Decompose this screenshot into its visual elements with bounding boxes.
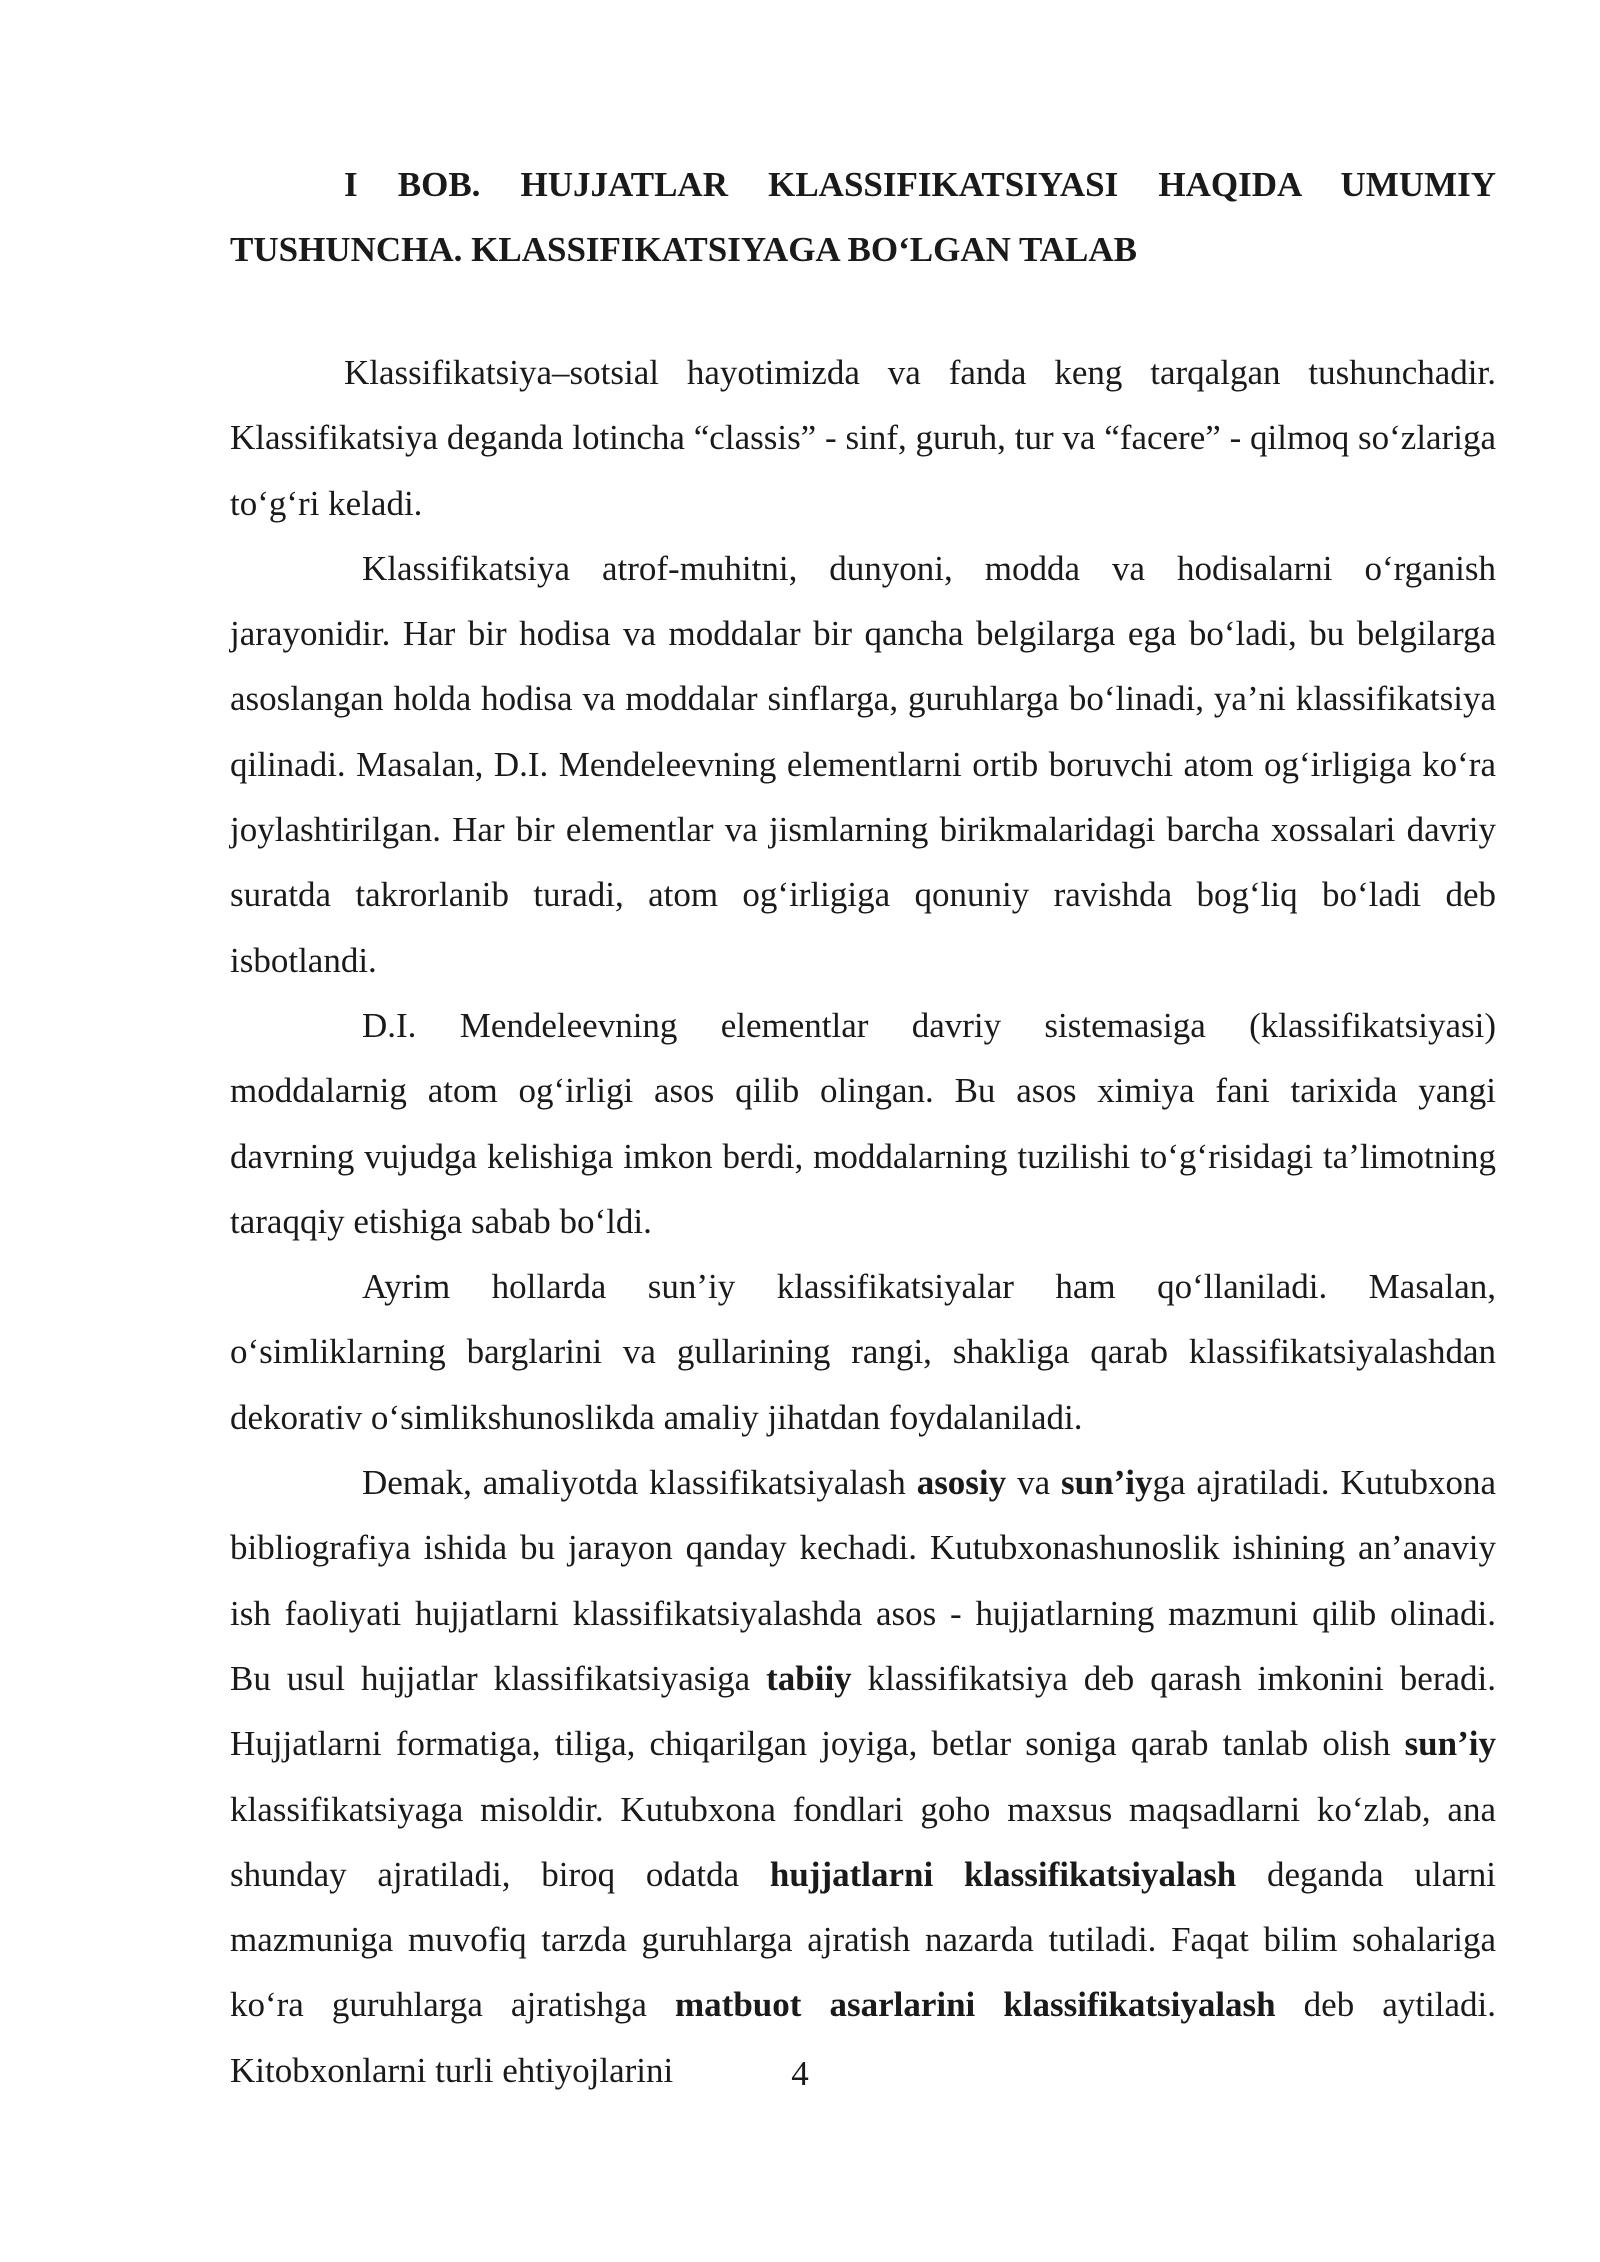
paragraph-text: deganda ularni mazmuniga muvofiq tarzda guruhlarga ajratish nazarda tutiladi. Faqat bilim sohalariga ko‘ra guruhlarga ajratishga (230, 1854, 1496, 2025)
paragraph-text: klassifikatsiya deb qarash imkonini beradi. Hujjatlarni formatiga, tiliga, chiqarilgan joyiga, betlar soniga qarab tanlab olish (230, 1658, 1496, 1764)
emphasis-text: sun’iy (1404, 1724, 1496, 1764)
page-number: 4 (791, 2054, 809, 2093)
paragraph-text: deb aytiladi. Kitobxonlarni turli ehtiyojlarini (230, 1985, 1496, 2090)
emphasis-text: asosiy (916, 1463, 1007, 1503)
emphasis-text: tabiiy (766, 1658, 852, 1698)
paragraph-classification-process (230, 536, 1496, 993)
paragraph-text: Ayrim hollarda sun’iy klassifikatsiyalar ham qo‘llaniladi. Masalan, o‘simliklarning barglarini va gullarining rangi, shakliga qarab klassifikatsiyalashdan dekorativ o‘simlikshunoslikda amaliy jihatdan foydalaniladi. (230, 1267, 1496, 1437)
body-text (230, 340, 1496, 2103)
paragraph-library-classification (230, 1450, 1496, 2103)
paragraph-mendeleev-system (230, 993, 1496, 1254)
paragraph-text: Klassifikatsiya–sotsial hayotimizda va fanda keng tarqalgan tushunchadir. Klassifikatsiya deganda lotincha “classis” - sinf, guruh, tur va “facere” - qilmoq so‘zlariga to‘g‘ri keladi. (230, 353, 1496, 523)
paragraph-text: D.I. Mendeleevning elementlar davriy sistemasiga (klassifikatsiyasi) moddalarnig atom og‘irligi asos qilib olingan. Bu asos ximiya fani tarixida yangi davrning vujudga kelishiga imkon berdi, moddalarning tuzilishi to‘g‘risidagi ta’limotning taraqqiy etishiga sabab bo‘ldi. (230, 1005, 1496, 1241)
paragraph-classification-definition (230, 340, 1496, 536)
chapter-heading: I BOB. HUJJATLAR KLASSIFIKATSIYASI HAQIDA UMUMIY TUSHUNCHA. KLASSIFIKATSIYAGA BO‘LGAN TALAB (230, 165, 1496, 269)
emphasis-text: hujjatlarni klassifikatsiyalash (769, 1854, 1237, 1894)
emphasis-text: sun’iy (1061, 1463, 1153, 1503)
paragraph-artificial-classification (230, 1254, 1496, 1450)
paragraph-text: Demak, amaliyotda klassifikatsiyalash (362, 1463, 917, 1503)
paragraph-text: klassifikatsiyaga misoldir. Kutubxona fondlari goho maxsus maqsadlarni ko‘zlab, ana shunday ajratiladi, biroq odatda (230, 1789, 1496, 1894)
emphasis-text: matbuot asarlarini klassifikatsiyalash (675, 1985, 1276, 2025)
paragraph-text: va (1006, 1463, 1062, 1503)
paragraph-text: Klassifikatsiya atrof-muhitni, dunyoni, modda va hodisalarni o‘rganish jarayonidir. Har bir hodisa va moddalar bir qancha belgilarga ega bo‘ladi, bu belgilarga asoslangan holda hodisa va moddalar sinflarga, guruhlarga bo‘linadi, ya’ni klassifikatsiya qilinadi. Masalan, D.I. Mendeleevning elementlarni ortib boruvchi atom og‘irligiga ko‘ra joylashtirilgan. Har bir elementlar va jismlarning birikmalaridagi barcha xossalari davriy suratda takrorlanib turadi, atom og‘irligiga qonuniy ravishda bog‘liq bo‘ladi deb isbotlandi. (230, 548, 1496, 980)
paragraph-text: ga ajratiladi. Kutubxona bibliografiya ishida bu jarayon qanday kechadi. Kutubxonashunoslik ishining an’anaviy ish faoliyati hujjatlarni klassifikatsiyalashda asos - hujjatlarning mazmuni qilib olinadi. Bu usul hujjatlar klassifikatsiyasiga (230, 1463, 1496, 1698)
